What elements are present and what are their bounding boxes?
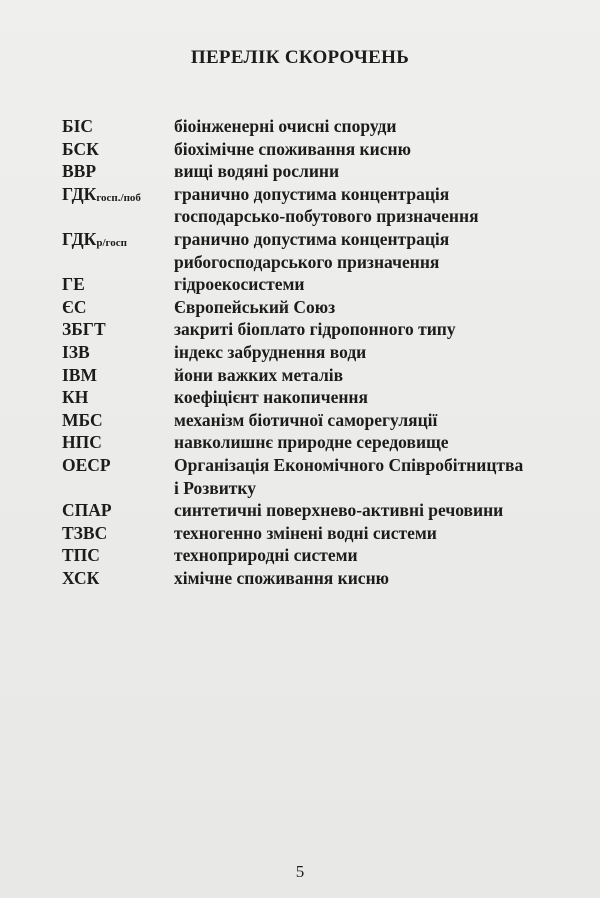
abbreviation-term-text: ОЕСР <box>62 454 111 475</box>
abbreviation-row <box>62 138 542 161</box>
definition-line: синтетичні поверхнево-активні речовини <box>174 500 504 521</box>
definition-line: гранично допустима концентрація <box>174 183 450 204</box>
abbreviation-definition <box>174 499 542 522</box>
definition-line: закриті біоплато гідропонного типу <box>174 319 456 340</box>
abbreviation-term-subscript: р/госп <box>96 236 127 249</box>
abbreviation-row <box>62 228 542 273</box>
abbreviation-term-text: МБС <box>62 409 103 430</box>
abbreviation-term-text: КН <box>62 387 89 408</box>
abbreviation-definition <box>174 183 542 228</box>
definition-line: навколишнє природне середовище <box>174 432 449 453</box>
abbreviation-term <box>62 341 174 364</box>
abbreviation-definition <box>174 522 542 545</box>
abbreviation-term <box>62 409 174 432</box>
abbreviation-term-text: ТЗВС <box>62 522 108 543</box>
page-number: 5 <box>295 862 305 881</box>
definition-line: Європейський Союз <box>174 296 336 317</box>
abbreviation-term-text: ВВР <box>62 161 97 182</box>
page-title: ПЕРЕЛІК СКОРОЧЕНЬ <box>190 47 410 68</box>
abbreviation-row <box>62 160 542 183</box>
abbreviation-definition <box>174 431 542 454</box>
abbreviation-term <box>62 431 174 454</box>
definition-line: механізм біотичної саморегуляції <box>174 409 438 430</box>
abbreviation-term-text: ТПС <box>62 545 100 566</box>
abbreviation-row <box>62 183 542 228</box>
definition-line: вищі водяні рослини <box>174 161 340 182</box>
definition-line: біоінженерні очисні споруди <box>174 116 397 136</box>
abbreviation-definition <box>174 544 542 567</box>
abbreviation-term-text: СПАР <box>62 500 112 521</box>
definition-line: рибогосподарського призначення <box>174 251 440 272</box>
abbreviation-definition <box>174 364 542 387</box>
definition-line: біохімічне споживання кисню <box>174 138 411 159</box>
abbreviation-term-text: ХСК <box>62 567 100 588</box>
abbreviation-definition <box>174 160 542 183</box>
abbreviation-definition <box>174 341 542 364</box>
abbreviation-term <box>62 160 174 183</box>
abbreviation-row <box>62 499 542 522</box>
abbreviation-term-text: ГЕ <box>62 274 85 295</box>
definition-line: і Розвитку <box>174 477 256 498</box>
abbreviation-term <box>62 454 174 477</box>
abbreviation-term <box>62 183 174 210</box>
definition-line: індекс забруднення води <box>174 341 367 362</box>
abbreviation-definition <box>174 138 542 161</box>
abbreviation-row <box>62 386 542 409</box>
abbreviation-row <box>62 544 542 567</box>
abbreviation-definition <box>174 273 542 296</box>
abbreviation-term-text: ІЗВ <box>62 341 90 362</box>
abbreviation-term <box>62 522 174 545</box>
definition-line: йони важких металів <box>174 364 344 385</box>
abbreviation-term-text: ЗБГТ <box>62 319 106 340</box>
abbreviation-row <box>62 364 542 387</box>
definition-line: техноприродні системи <box>174 545 358 566</box>
abbreviation-term <box>62 567 174 590</box>
abbreviation-row <box>62 409 542 432</box>
abbreviation-row <box>62 318 542 341</box>
abbreviation-term <box>62 138 174 161</box>
abbreviation-term-text: ЄС <box>62 296 87 317</box>
abbreviation-definition <box>174 115 542 138</box>
definition-line: гранично допустима концентрація <box>174 228 450 249</box>
abbreviation-list <box>62 115 542 589</box>
abbreviation-row <box>62 431 542 454</box>
abbreviation-term-subscript: госп./поб <box>96 191 141 204</box>
abbreviation-definition <box>174 409 542 432</box>
abbreviation-row <box>62 296 542 319</box>
abbreviation-row <box>62 115 542 138</box>
definition-line: хімічне споживання кисню <box>174 567 390 588</box>
definition-line: гідроекосистеми <box>174 274 305 295</box>
definition-line: господарсько-побутового призначення <box>174 206 479 227</box>
abbreviation-term <box>62 273 174 296</box>
abbreviation-term <box>62 544 174 567</box>
abbreviation-definition <box>174 386 542 409</box>
abbreviation-row <box>62 273 542 296</box>
abbreviation-term <box>62 228 174 255</box>
abbreviation-term <box>62 296 174 319</box>
abbreviation-term-text: НПС <box>62 432 102 453</box>
abbreviation-term-text: ГДК <box>62 228 97 249</box>
abbreviation-term <box>62 364 174 387</box>
definition-line: коефіцієнт накопичення <box>174 387 368 408</box>
abbreviation-term-text: БІС <box>62 116 94 136</box>
abbreviation-term-text: БСК <box>62 138 99 159</box>
abbreviation-term <box>62 386 174 409</box>
abbreviation-definition <box>174 454 542 499</box>
abbreviation-term <box>62 499 174 522</box>
definition-line: техногенно змінені водні системи <box>174 522 437 543</box>
abbreviation-row <box>62 454 542 499</box>
abbreviation-term-text: ГДК <box>62 183 97 204</box>
abbreviation-row <box>62 567 542 590</box>
abbreviation-definition <box>174 318 542 341</box>
abbreviation-term <box>62 318 174 341</box>
abbreviation-term-text: ІВМ <box>62 364 97 385</box>
abbreviation-row <box>62 522 542 545</box>
definition-line: Організація Економічного Співробітництва <box>174 454 524 475</box>
abbreviation-term <box>62 115 174 138</box>
abbreviation-definition <box>174 567 542 590</box>
abbreviation-definition <box>174 296 542 319</box>
abbreviation-definition <box>174 228 542 273</box>
abbreviation-row <box>62 341 542 364</box>
